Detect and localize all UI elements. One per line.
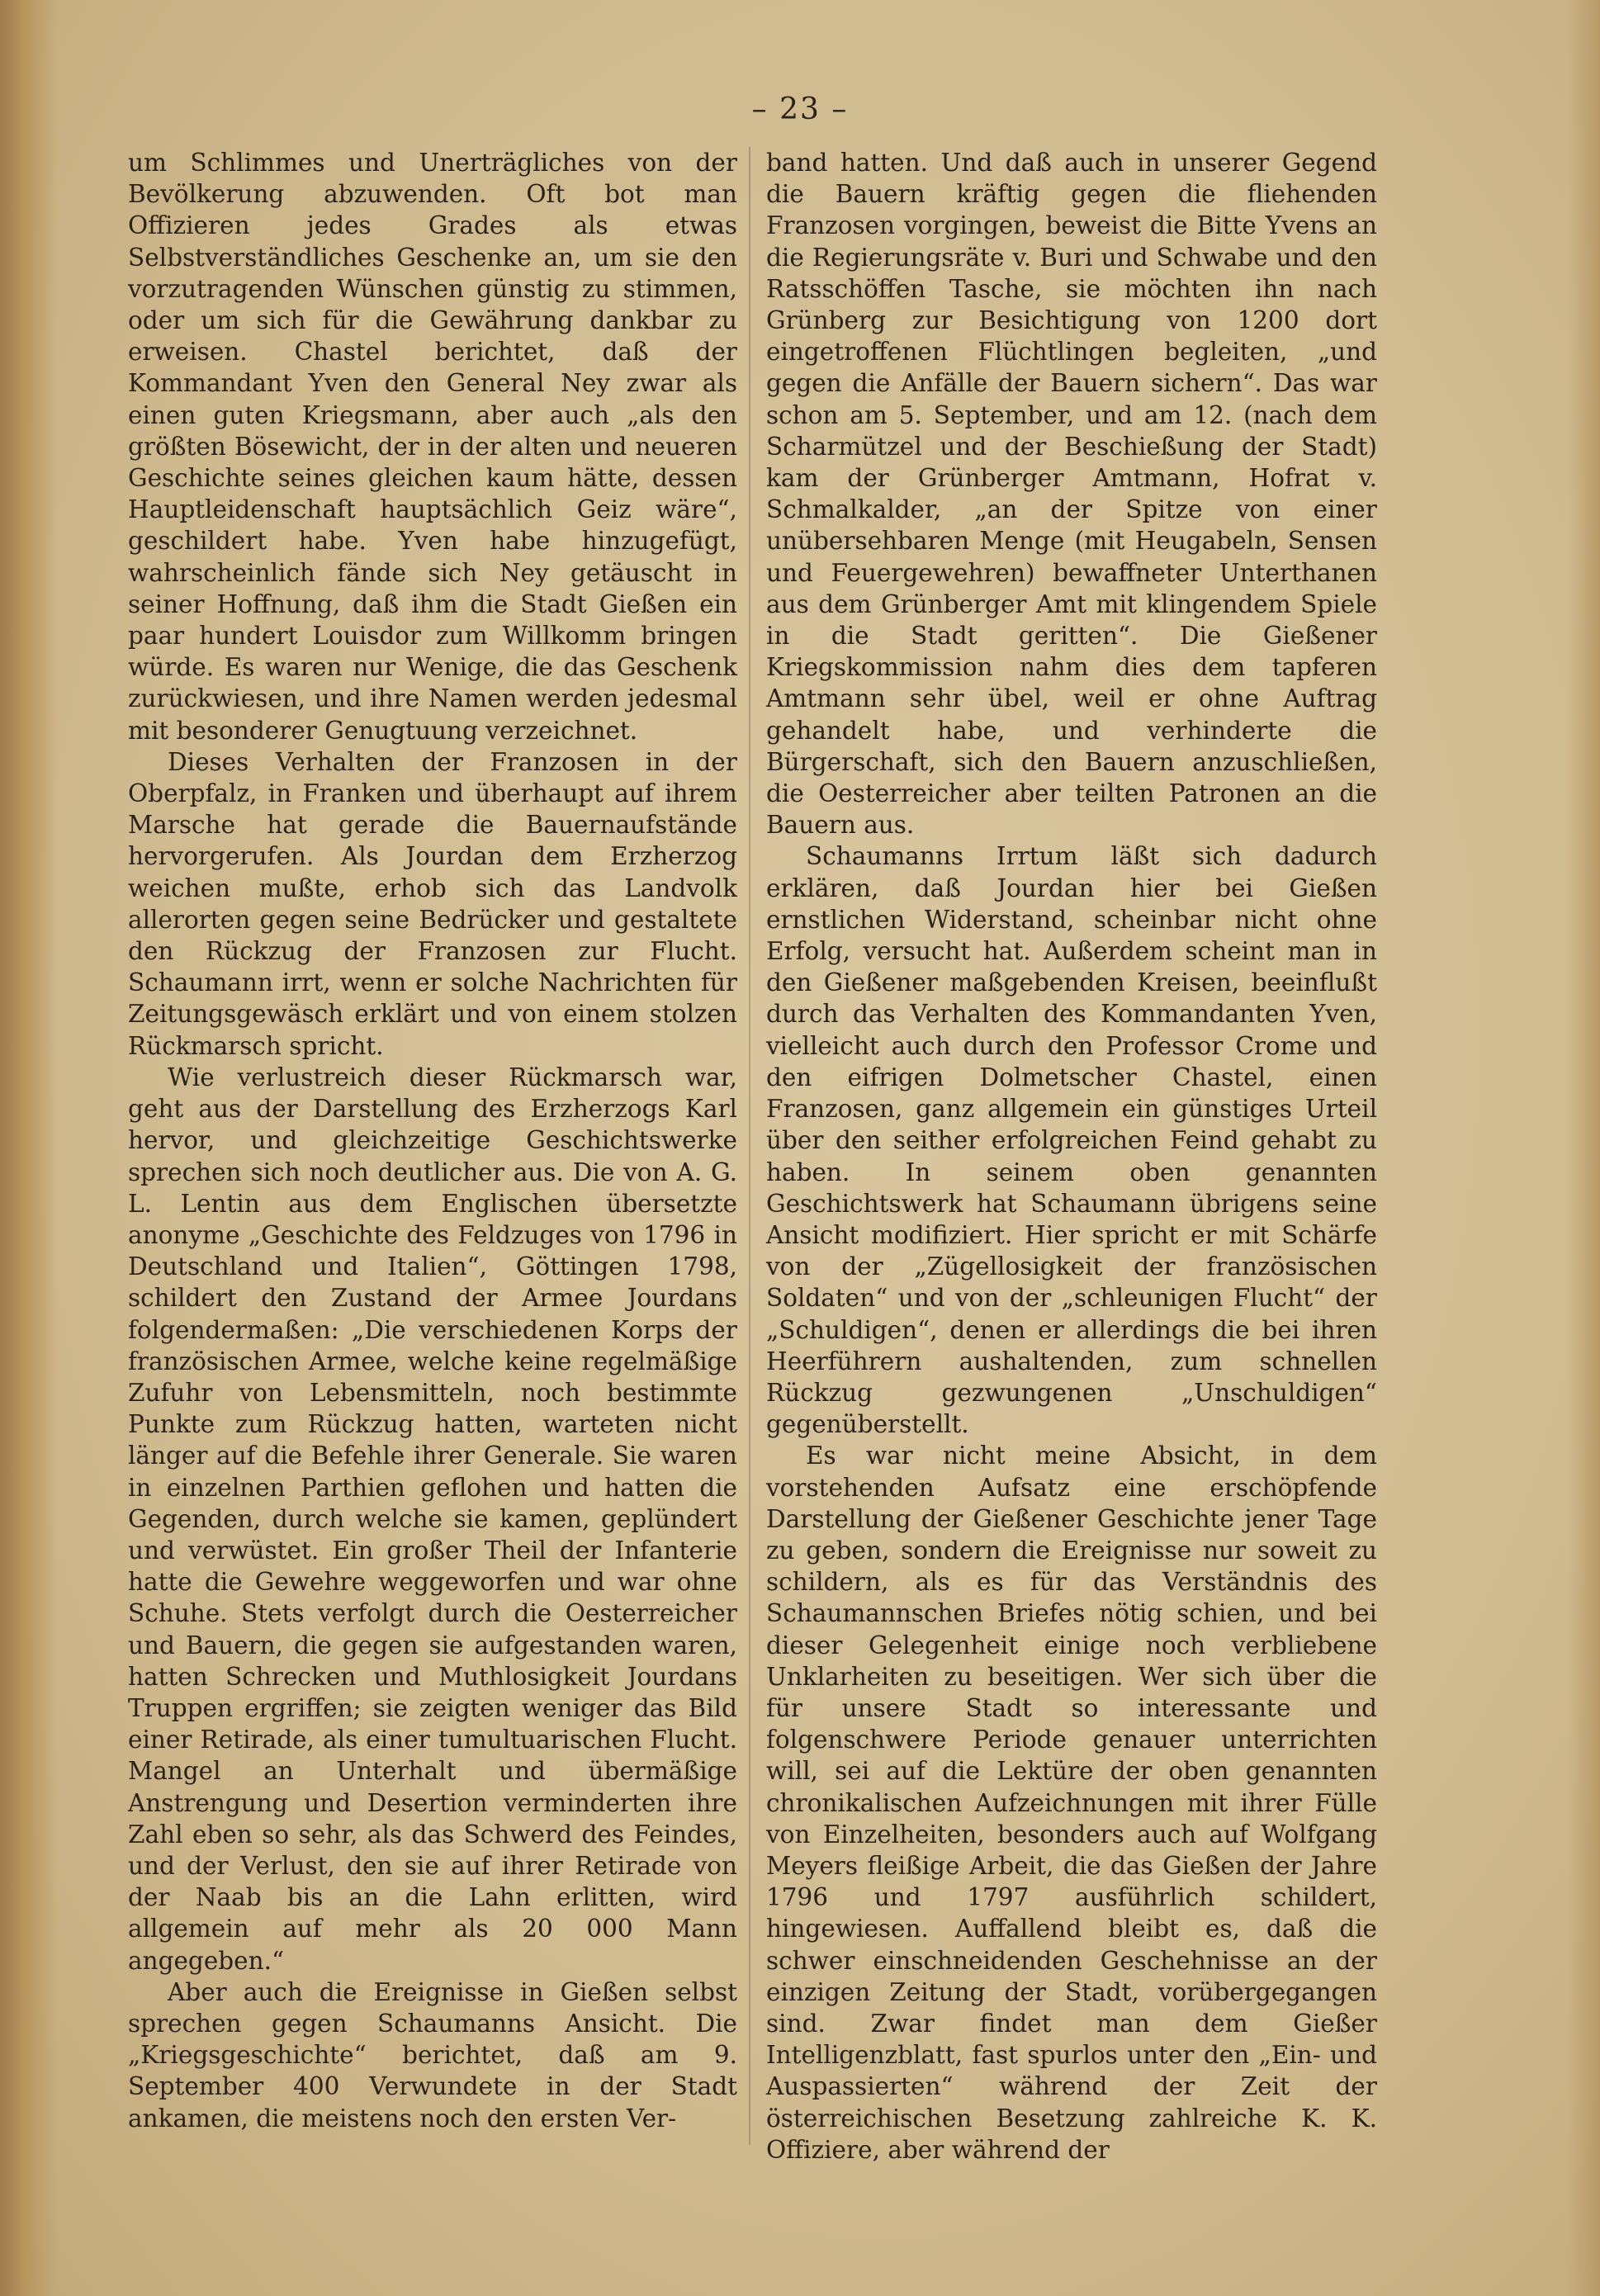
page-gutter-shadow <box>0 0 58 2296</box>
paragraph: um Schlimmes und Unerträgliches von der Bevölkerung abzuwenden. Oft bot man Offizieren jedes Grades als etwas Selbstverständliches Geschenke an, um sie den vorzutragenden Wünschen günstig zu stimmen, oder um sich für die Gewährung dankbar zu erweisen. Chastel berichtet, daß der Kommandant Yven den General Ney zwar als einen guten Kriegsmann, aber auch „als den größten Bösewicht, der in der alten und neueren Geschichte seines gleichen kaum hätte, dessen Hauptleidenschaft hauptsächlich Geiz wäre“, geschildert habe. Yven habe hinzugefügt, wahrscheinlich fände sich Ney getäuscht in seiner Hoffnung, daß ihm die Stadt Gießen ein paar hundert Louisdor zum Willkomm bringen würde. Es waren nur Wenige, die das Geschenk zurückwiesen, und ihre Namen werden jedesmal mit besonderer Genugtuung verzeichnet. <box>128 149 737 745</box>
paragraph: Dieses Verhalten der Franzosen in der Oberpfalz, in Franken und überhaupt auf ihrem Marsche hat gerade die Bauernaufstände hervorgerufen. Als Jourdan dem Erzherzog weichen mußte, erhob sich das Landvolk allerorten gegen seine Bedrücker und gestaltete den Rückzug der Franzosen zur Flucht. Schaumann irrt, wenn er solche Nachrichten für Zeitungsgewäsch erklärt und von einem stolzen Rückmarsch spricht. <box>128 747 737 1060</box>
left-text-column <box>128 147 737 2134</box>
paragraph: Wie verlustreich dieser Rückmarsch war, geht aus der Darstellung des Erzherzogs Karl hervor, und gleichzeitige Geschichtswerke sprechen sich noch deutlicher aus. Die von A. G. L. Lentin aus dem Englischen übersetzte anonyme „Geschichte des Feldzuges von 1796 in Deutschland und Italien“, Göttingen 1798, schildert den Zustand der Armee Jourdans folgendermaßen: „Die verschiedenen Korps der französischen Armee, welche keine regelmäßige Zufuhr von Lebensmitteln, noch bestimmte Punkte zum Rückzug hatten, warteten nicht länger auf die Befehle ihrer Generale. Sie waren in einzelnen Parthien geflohen und hatten die Gegenden, durch welche sie kamen, geplündert und verwüstet. Ein großer Theil der Infanterie hatte die Gewehre weggeworfen und war ohne Schuhe. Stets verfolgt durch die Oesterreicher und Bauern, die gegen sie aufgestanden waren, hatten Schrecken und Muthlosigkeit Jourdans Truppen ergriffen; sie zeigten weniger das Bild einer Retirade, als einer tumultuarischen Flucht. Mangel an Unterhalt und übermäßige Anstrengung und Desertion verminderten ihre Zahl eben so sehr, als das Schwerd des Feindes, und der Verlust, den sie auf ihrer Retirade von der Naab bis an die Lahn erlitten, wird allgemein auf mehr als 20 000 Mann angegeben.“ <box>128 1063 737 1975</box>
paragraph: Es war nicht meine Absicht, in dem vorstehenden Aufsatz eine erschöpfende Darstellung der Gießener Geschichte jener Tage zu geben, sondern die Ereignisse nur soweit zu schildern, als es für das Verständnis des Schaumannschen Briefes nötig schien, und bei dieser Gelegenheit einige noch verbliebene Unklarheiten zu beseitigen. Wer sich über die für unsere Stadt so interessante und folgenschwere Periode genauer unterrichten will, sei auf die Lektüre der oben genannten chronikalischen Aufzeichnungen mit ihrer Fülle von Einzelheiten, besonders auch auf Wolfgang Meyers fleißige Arbeit, die das Gießen der Jahre 1796 und 1797 ausführlich schildert, hingewiesen. Auffallend bleibt es, daß die schwer einschneidenden Geschehnisse an der einzigen Zeitung der Stadt, vorübergegangen sind. Zwar findet man dem Gießer Intelligenzblatt, fast spurlos unter den „Ein- und Auspassierten“ während der Zeit der österreichischen Besetzung zahlreiche K. K. Offiziere, aber während der <box>766 1442 1377 2164</box>
right-text-column <box>766 147 1377 2166</box>
page-edge-shadow <box>1567 0 1600 2296</box>
paragraph: Aber auch die Ereignisse in Gießen selbst sprechen gegen Schaumanns Ansicht. Die „Kriegsgeschichte“ berichtet, daß am 9. September 400 Verwundete in der Stadt ankamen, die meistens noch den ersten Ver- <box>128 1977 737 2133</box>
paragraph: band hatten. Und daß auch in unserer Gegend die Bauern kräftig gegen die fliehenden Franzosen vorgingen, beweist die Bitte Yvens an die Regierungsräte v. Buri und Schwabe und den Ratsschöffen Tasche, sie möchten ihn nach Grünberg zur Besichtigung von 1200 dort eingetroffenen Flüchtlingen begleiten, „und gegen die Anfälle der Bauern sichern“. Das war schon am 5. September, und am 12. (nach dem Scharmützel und der Beschießung der Stadt) kam der Grünberger Amtmann, Hofrat v. Schmalkalder, „an der Spitze von einer unübersehbaren Menge (mit Heugabeln, Sensen und Feuergewehren) bewaffneter Unterthanen aus dem Grünberger Amt mit klingendem Spiele in die Stadt geritten“. Die Gießener Kriegskommission nahm dies dem tapferen Amtmann sehr übel, weil er ohne Auftrag gehandelt habe, und verhinderte die Bürgerschaft, sich den Bauern anzuschließen, die Oesterreicher aber teilten Patronen an die Bauern aus. <box>766 149 1377 840</box>
page-number: – 23 – <box>751 92 849 126</box>
paragraph: Schaumanns Irrtum läßt sich dadurch erklären, daß Jourdan hier bei Gießen ernstlichen Widerstand, scheinbar nicht ohne Erfolg, versucht hat. Außerdem scheint man in den Gießener maßgebenden Kreisen, beeinflußt durch das Verhalten des Kommandanten Yven, vielleicht auch durch den Professor Crome und den eifrigen Dolmetscher Chastel, einen Franzosen, ganz allgemein ein günstiges Urteil über den seither erfolgreichen Feind gehabt zu haben. In seinem oben genannten Geschichtswerk hat Schaumann übrigens seine Ansicht modifiziert. Hier spricht er mit Schärfe von der „Zügellosigkeit der französischen Soldaten“ und von der „schleunigen Flucht“ der „Schuldigen“, denen er allerdings die bei ihren Heerführern aushaltenden, zum schnellen Rückzug gezwungenen „Unschuldigen“ gegenüberstellt. <box>766 842 1377 1439</box>
column-divider <box>749 147 750 2145</box>
